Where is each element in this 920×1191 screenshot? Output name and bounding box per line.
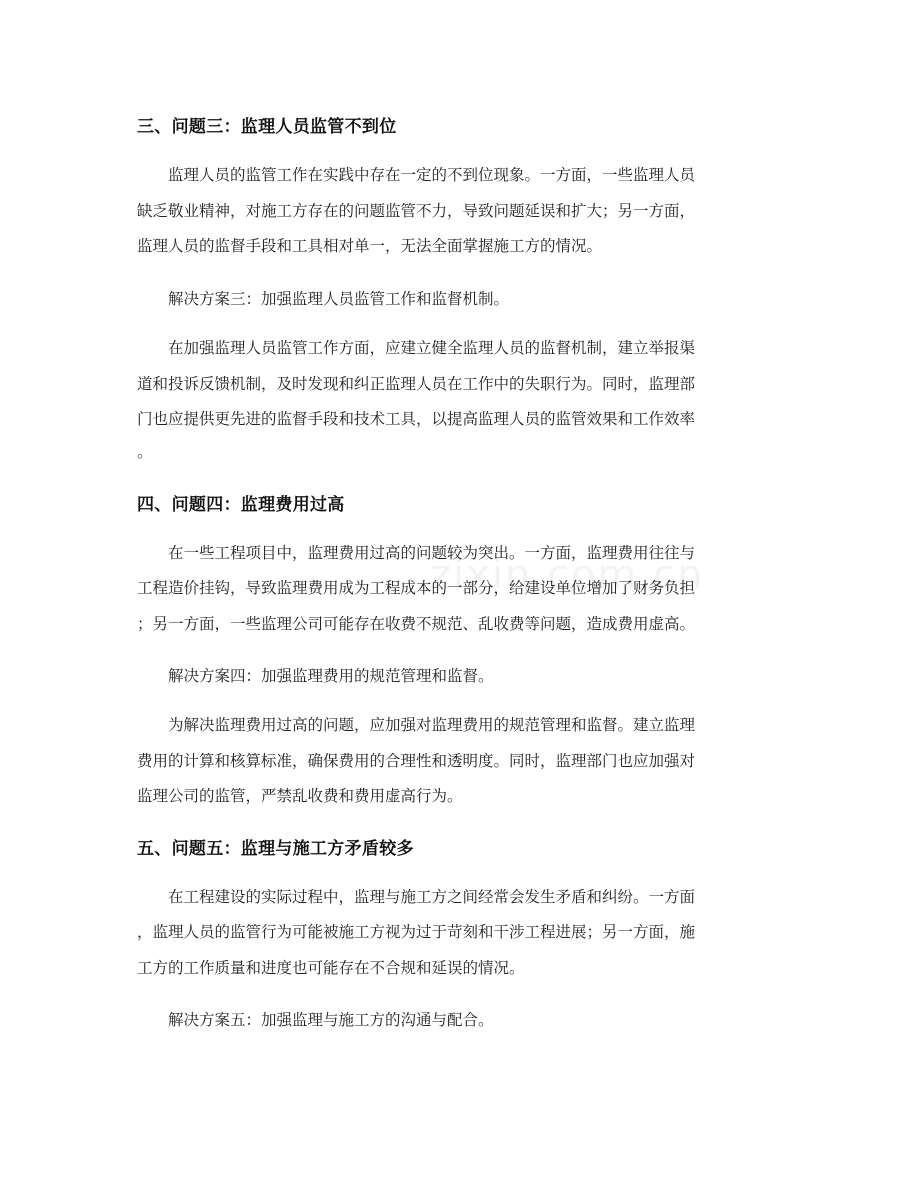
paragraph-line: 工方的工作质量和进度也可能存在不合规和延误的情况。	[137, 959, 525, 977]
paragraph-line: 。	[137, 443, 153, 461]
paragraph-line: 在工程建设的实际过程中，监理与施工方之间经常会发生矛盾和纠纷。一方面	[168, 888, 696, 906]
paragraph-line: 费用的计算和核算标准，确保费用的合理性和透明度。同时，监理部门也应加强对	[137, 752, 696, 770]
paragraph-line: 缺乏敬业精神，对施工方存在的问题监管不力，导致问题延误和扩大；另一方面，	[137, 202, 696, 220]
paragraph-line: 监理人员的监管工作在实践中存在一定的不到位现象。一方面，一些监理人员	[168, 166, 696, 184]
paragraph-line: 监理人员的监督手段和工具相对单一，无法全面掌握施工方的情况。	[137, 237, 603, 255]
paragraph-line: 门也应提供更先进的监督手段和技术工具，以提高监理人员的监管效果和工作效率	[137, 410, 696, 428]
paragraph-line: ，监理人员的监管行为可能被施工方视为过于苛刻和干涉工程进展；另一方面，施	[137, 923, 696, 941]
paragraph-line: 在加强监理人员监管工作方面，应建立健全监理人员的监督机制，建立举报渠	[168, 339, 696, 357]
section-heading: 五、问题五：监理与施工方矛盾较多	[137, 839, 414, 859]
paragraph-line: 为解决监理费用过高的问题，应加强对监理费用的规范管理和监督。建立监理	[168, 716, 696, 734]
paragraph-line: 在一些工程项目中，监理费用过高的问题较为突出。一方面，监理费用往往与	[168, 544, 696, 562]
solution-title: 解决方案五：加强监理与施工方的沟通与配合。	[168, 1011, 494, 1029]
section-heading: 三、问题三：监理人员监管不到位	[137, 117, 397, 137]
paragraph-line: 工程造价挂钩，导致监理费用成为工程成本的一部分，给建设单位增加了财务负担	[137, 579, 696, 597]
section-heading: 四、问题四：监理费用过高	[137, 495, 345, 515]
solution-title: 解决方案四：加强监理费用的规范管理和监督。	[168, 667, 494, 685]
paragraph-line: ；另一方面，一些监理公司可能存在收费不规范、乱收费等问题，造成费用虚高。	[137, 615, 696, 633]
paragraph-line: 监理公司的监管，严禁乱收费和费用虚高行为。	[137, 787, 463, 805]
solution-title: 解决方案三：加强监理人员监管工作和监督机制。	[168, 290, 510, 308]
paragraph-line: 道和投诉反馈机制，及时发现和纠正监理人员在工作中的失职行为。同时，监理部	[137, 375, 696, 393]
